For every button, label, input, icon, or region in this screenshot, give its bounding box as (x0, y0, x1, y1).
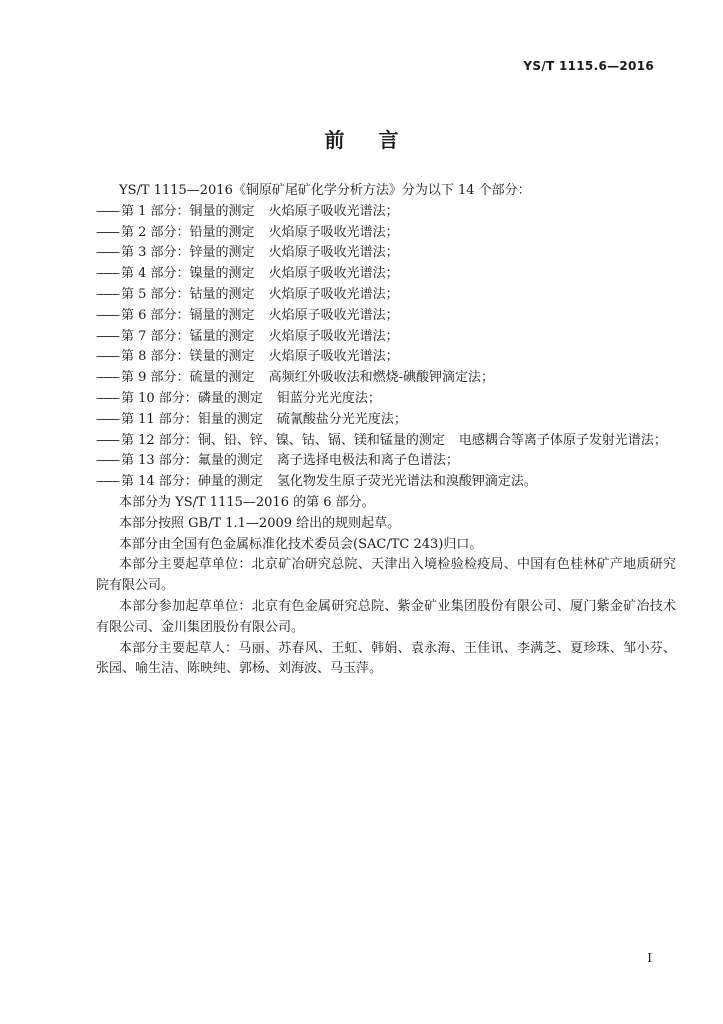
part-prefix: 第 10 部分： (121, 390, 198, 406)
part-analyte: 铅量的测定 (189, 224, 255, 240)
part-method: 钼蓝分光光度法； (276, 390, 381, 406)
list-dash: —— (96, 453, 118, 469)
list-item (96, 431, 676, 452)
part-prefix: 第 14 部分： (121, 474, 198, 490)
part-prefix: 第 13 部分： (121, 453, 198, 469)
part-analyte: 钴量的测定 (189, 286, 255, 302)
part-prefix: 第 2 部分： (121, 224, 190, 240)
page-number: I (647, 951, 652, 965)
foreword-body (96, 181, 676, 680)
part-method: 氢化物发生原子荧光光谱法和溴酸钾滴定法。 (276, 474, 537, 490)
list-item (96, 451, 676, 472)
part-method: 硫氰酸盐分光光度法； (276, 411, 407, 427)
part-statement: 本部分为 YS/T 1115—2016 的第 6 部分。 (119, 494, 375, 510)
list-dash: —— (96, 411, 118, 427)
part-method: 火焰原子吸收光谱法； (268, 224, 399, 240)
list-dash: —— (96, 474, 118, 490)
part-analyte: 氟量的测定 (197, 453, 263, 469)
part-prefix: 第 4 部分： (121, 266, 190, 282)
part-method: 火焰原子吸收光谱法； (268, 349, 399, 365)
list-item (96, 368, 676, 389)
centralized-by: 本部分由全国有色金属标准化技术委员会(SAC/TC 243)归口。 (119, 536, 483, 552)
list-item (96, 243, 676, 264)
participating-units: 本部分参加起草单位：北京有色金属研究总院、紫金矿业集团股份有限公司、厦门紫金矿冶技术有限公司、金川集团股份有限公司。 (96, 598, 676, 635)
list-dash: —— (96, 390, 118, 406)
part-analyte: 锌量的测定 (189, 245, 255, 261)
part-analyte: 锰量的测定 (189, 328, 255, 344)
part-prefix: 第 5 部分： (121, 286, 190, 302)
main-drafters: 本部分主要起草人：马丽、苏春风、王虹、韩娟、袁永海、王佳讯、李满芝、夏珍珠、邹小芬、张园、喻生洁、陈映纯、郭杨、刘海波、马玉萍。 (96, 640, 676, 677)
part-analyte: 硫量的测定 (189, 370, 255, 386)
list-item (96, 223, 676, 244)
part-method: 火焰原子吸收光谱法； (268, 266, 399, 282)
part-analyte: 磷量的测定 (197, 390, 263, 406)
part-prefix: 第 7 部分： (121, 328, 190, 344)
part-analyte: 镍量的测定 (189, 266, 255, 282)
part-method: 火焰原子吸收光谱法； (268, 286, 399, 302)
main-drafting-units: 本部分主要起草单位：北京矿冶研究总院、天津出入境检验检疫局、中国有色桂林矿产地质研究院有限公司。 (96, 557, 676, 594)
list-dash: —— (96, 328, 118, 344)
document-code: YS/T 1115.6—2016 (523, 59, 654, 73)
list-item (96, 472, 676, 493)
part-prefix: 第 12 部分： (121, 432, 198, 448)
list-item (96, 389, 676, 410)
list-dash: —— (96, 307, 118, 323)
part-analyte: 钼量的测定 (197, 411, 263, 427)
part-method: 电感耦合等离子体原子发射光谱法； (458, 432, 667, 448)
part-prefix: 第 8 部分： (121, 349, 190, 365)
list-item (96, 285, 676, 306)
part-prefix: 第 9 部分： (121, 370, 190, 386)
part-method: 火焰原子吸收光谱法； (268, 245, 399, 261)
part-analyte: 铜量的测定 (189, 203, 255, 219)
part-method: 火焰原子吸收光谱法； (268, 203, 399, 219)
list-item (96, 306, 676, 327)
list-dash: —— (96, 432, 118, 448)
part-prefix: 第 6 部分： (121, 307, 190, 323)
list-item (96, 264, 676, 285)
part-method: 火焰原子吸收光谱法； (268, 307, 399, 323)
list-dash: —— (96, 266, 118, 282)
list-dash: —— (96, 203, 118, 219)
list-dash: —— (96, 370, 118, 386)
part-method: 火焰原子吸收光谱法； (268, 328, 399, 344)
page-title: 前言 (324, 128, 433, 152)
part-method: 离子选择电极法和离子色谱法； (276, 453, 459, 469)
part-analyte: 镉量的测定 (189, 307, 255, 323)
list-dash: —— (96, 224, 118, 240)
part-prefix: 第 1 部分： (121, 203, 190, 219)
drafting-rules: 本部分按照 GB/T 1.1—2009 给出的规则起草。 (119, 515, 401, 531)
list-item (96, 202, 676, 223)
part-analyte: 镁量的测定 (189, 349, 255, 365)
list-item (96, 410, 676, 431)
parts-list (96, 202, 676, 493)
part-analyte: 铜、铅、锌、镍、钴、镉、镁和锰量的测定 (197, 432, 445, 448)
list-dash: —— (96, 286, 118, 302)
list-dash: —— (96, 349, 118, 365)
part-prefix: 第 11 部分： (121, 411, 198, 427)
list-dash: —— (96, 245, 118, 261)
intro-line: YS/T 1115—2016《铜原矿尾矿化学分析方法》分为以下 14 个部分： (119, 183, 531, 198)
part-method: 高频红外吸收法和燃烧-碘酸钾滴定法； (268, 370, 494, 386)
part-prefix: 第 3 部分： (121, 245, 190, 261)
list-item (96, 347, 676, 368)
part-analyte: 砷量的测定 (197, 474, 263, 490)
list-item (96, 327, 676, 348)
